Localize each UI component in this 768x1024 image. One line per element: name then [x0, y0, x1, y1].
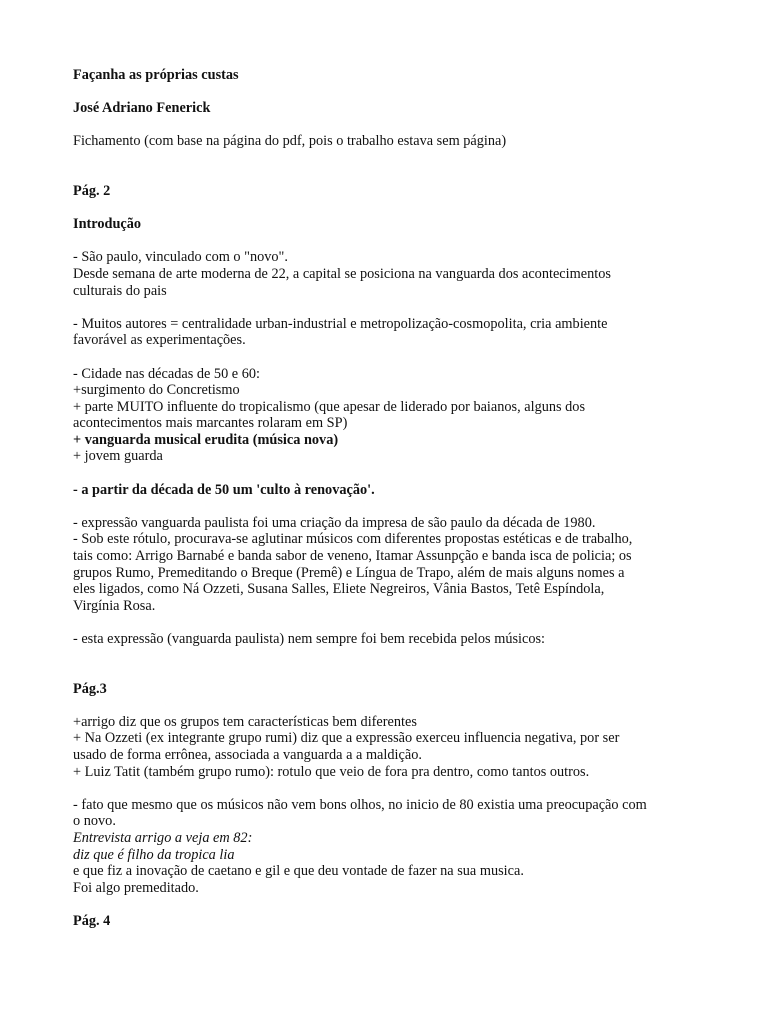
text-line: grupos Rumo, Premeditando o Breque (Premê) e Língua de Trapo, além de mais alguns nomes a: [73, 564, 625, 581]
paragraph-culto: - a partir da década de 50 um 'culto à renovação'.: [73, 481, 375, 498]
text-line: + jovem guarda: [73, 448, 163, 465]
section-heading: Introdução: [73, 216, 142, 233]
text-line-italic: diz que é filho da tropica lia: [73, 846, 235, 863]
document-note: Fichamento (com base na página do pdf, pois o trabalho estava sem página): [73, 133, 507, 150]
text-line: favorável as experimentações.: [73, 332, 246, 349]
text-line: - Muitos autores = centralidade urban-industrial e metropolização-cosmopolita, cria ambiente: [73, 315, 608, 332]
text-line: Foi algo premeditado.: [73, 879, 199, 896]
text-line-italic: Entrevista arrigo a veja em 82:: [73, 829, 253, 846]
text-line: +surgimento do Concretismo: [73, 382, 240, 399]
document-author: José Adriano Fenerick: [73, 100, 211, 117]
text-line: +arrigo diz que os grupos tem características bem diferentes: [73, 713, 417, 730]
paragraph-decadas: [73, 366, 713, 466]
document-page: [73, 67, 713, 930]
text-line: acontecimentos mais marcantes rolaram em SP): [73, 415, 348, 432]
paragraph-grupos: [73, 714, 713, 780]
text-line: tais como: Arrigo Barnabé e banda sabor de veneno, Itamar Assunpção e banda isca de policia; os: [73, 548, 632, 565]
text-line: Virgínia Rosa.: [73, 597, 156, 614]
text-line: + Na Ozzeti (ex integrante grupo rumi) diz que a expressão exerceu influencia negativa, por ser: [73, 730, 620, 747]
text-line: o novo.: [73, 813, 116, 830]
text-line: + parte MUITO influente do tropicalismo (que apesar de liderado por baianos, alguns dos: [73, 398, 586, 415]
text-line: - expressão vanguarda paulista foi uma criação da impresa de são paulo da década de 1980.: [73, 514, 596, 531]
paragraph-sao-paulo: [73, 249, 713, 299]
document-title: Façanha as próprias custas: [73, 67, 239, 83]
text-line: eles ligados, como Ná Ozzeti, Susana Salles, Eliete Negreiros, Vânia Bastos, Tetê Espíndola,: [73, 581, 605, 598]
page-label-3: Pág.3: [73, 680, 107, 697]
page-label-2: Pág. 2: [73, 182, 111, 199]
text-line: culturais do pais: [73, 282, 167, 299]
text-line-bold: + vanguarda musical erudita (música nova): [73, 431, 339, 448]
paragraph-autores: [73, 316, 713, 349]
text-line: - Cidade nas décadas de 50 e 60:: [73, 365, 260, 382]
text-line: - São paulo, vinculado com o "novo".: [73, 249, 288, 266]
text-line: + Luiz Tatit (também grupo rumo): rotulo que veio de fora pra dentro, como tantos outros.: [73, 763, 590, 780]
text-line: usado de forma errônea, associada a vanguarda a a maldição.: [73, 746, 422, 763]
text-line: e que fiz a inovação de caetano e gil e que deu vontade de fazer na sua musica.: [73, 863, 524, 880]
page-label-4: Pág. 4: [73, 912, 111, 929]
paragraph-novo: [73, 797, 713, 897]
paragraph-vanguarda: [73, 515, 713, 615]
text-line: Desde semana de arte moderna de 22, a capital se posiciona na vanguarda dos acontecimentos: [73, 265, 611, 282]
text-line: - fato que mesmo que os músicos não vem bons olhos, no inicio de 80 existia uma preocupação com: [73, 796, 647, 813]
text-line: - Sob este rótulo, procurava-se aglutinar músicos com diferentes propostas estéticas e de trabalho,: [73, 531, 633, 548]
paragraph-recebida: - esta expressão (vanguarda paulista) nem sempre foi bem recebida pelos músicos:: [73, 631, 546, 647]
